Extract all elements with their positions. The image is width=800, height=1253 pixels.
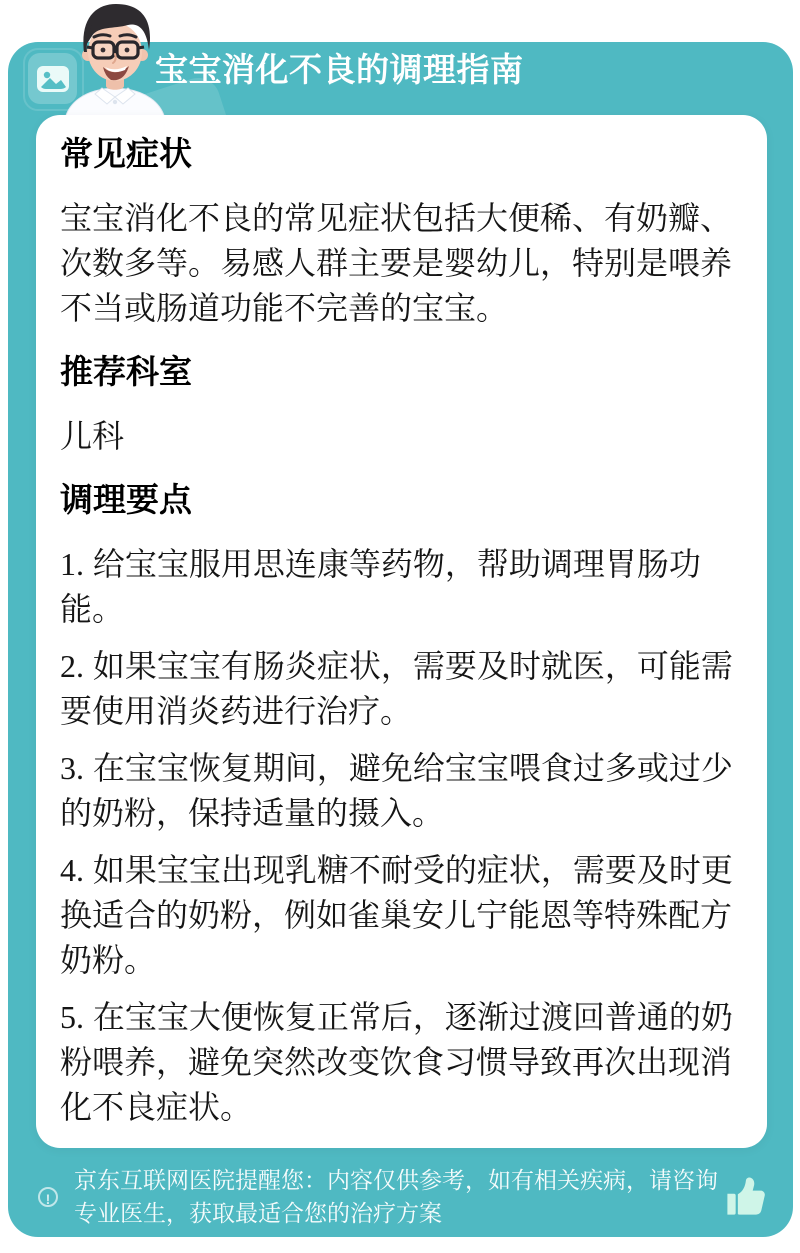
content-card	[36, 115, 767, 1148]
tip-text: 如果宝宝有肠炎症状，需要及时就医，可能需要使用消炎药进行治疗。	[60, 648, 733, 729]
tip-item-3	[60, 746, 743, 836]
disclaimer-bar	[38, 1164, 770, 1230]
tip-number: 2.	[60, 648, 84, 684]
section-heading-department: 推荐科室	[60, 353, 192, 390]
section-heading-symptoms: 常见症状	[60, 135, 192, 172]
tip-text: 给宝宝服用思连康等药物，帮助调理胃肠功能。	[60, 546, 701, 627]
tip-text: 在宝宝大便恢复正常后，逐渐过渡回普通的奶粉喂养，避免突然改变饮食习惯导致再次出现消化不良症状。	[60, 999, 733, 1125]
disclaimer-text: 京东互联网医院提醒您：内容仅供参考，如有相关疾病，请咨询专业医生，获取最适合您的治疗方案	[74, 1167, 718, 1226]
tip-item-4	[60, 848, 743, 983]
tip-number: 5.	[60, 999, 84, 1035]
tip-item-5	[60, 995, 743, 1130]
exclamation-circle-icon: !	[38, 1187, 58, 1207]
tip-item-2	[60, 644, 743, 734]
thumbs-up-icon[interactable]	[723, 1175, 767, 1219]
tip-text: 在宝宝恢复期间，避免给宝宝喂食过多或过少的奶粉，保持适量的摄入。	[60, 750, 733, 831]
tip-text: 如果宝宝出现乳糖不耐受的症状，需要及时更换适合的奶粉，例如雀巢安儿宁能恩等特殊配方奶粉。	[60, 852, 733, 978]
tip-item-1	[60, 542, 743, 632]
tip-number: 1.	[60, 546, 84, 582]
section-heading-tips: 调理要点	[60, 481, 192, 518]
symptoms-text: 宝宝消化不良的常见症状包括大便稀、有奶瓣、次数多等。易感人群主要是婴幼儿，特别是喂养不当或肠道功能不完善的宝宝。	[60, 200, 733, 326]
page-title: 宝宝消化不良的调理指南	[155, 51, 524, 88]
department-text: 儿科	[60, 418, 125, 454]
tip-number: 3.	[60, 750, 84, 786]
tip-number: 4.	[60, 852, 84, 888]
